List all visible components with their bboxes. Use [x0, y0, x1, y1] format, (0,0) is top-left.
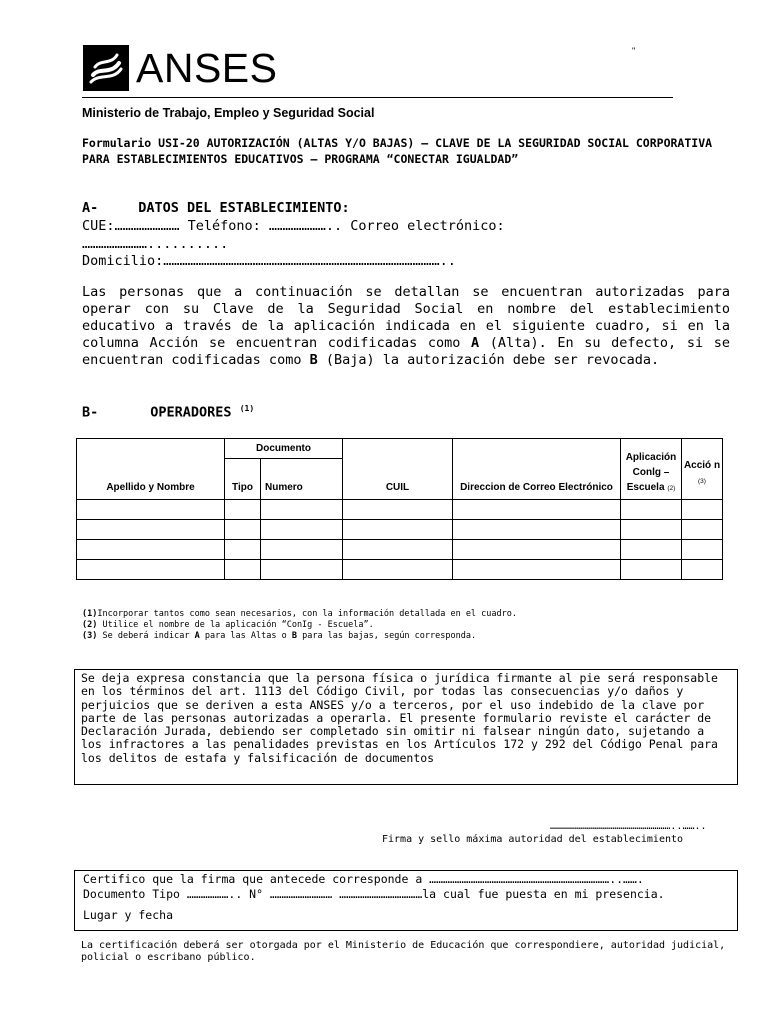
table-cell[interactable] [343, 520, 453, 540]
table-cell[interactable] [77, 560, 225, 580]
col-header-accion-label: Acció n [683, 459, 721, 471]
table-cell[interactable] [453, 540, 621, 560]
table-cell[interactable] [682, 540, 723, 560]
certification-line-2[interactable]: Documento Tipo ……………….. N° ……………………… ………………………………la cual fue puesta en mi presencia. [83, 887, 665, 901]
section-a-heading [82, 200, 350, 216]
section-b-heading [82, 404, 254, 421]
establishment-address-line: Domicilio:………………………………………………………………………………………….. [82, 253, 456, 269]
intro-text-2: (Alta). En su defecto, si se encuentran codificadas como [82, 335, 730, 368]
col-header-numero: Numero [261, 459, 343, 500]
table-cell[interactable] [453, 520, 621, 540]
table-cell[interactable] [343, 560, 453, 580]
col-header-email: Direccion de Correo Electrónico [453, 439, 621, 500]
table-row [77, 540, 723, 560]
footnote-2 [82, 620, 517, 631]
table-cell[interactable] [621, 560, 682, 580]
table-cell[interactable] [621, 500, 682, 520]
section-b-title: OPERADORES [150, 404, 232, 421]
table-row [77, 500, 723, 520]
logo-text: ANSES [136, 45, 278, 91]
col-header-apellido: Apellido y Nombre [77, 439, 225, 500]
certification-note: La certificación deberá ser otorgada por el Ministerio de Educación que correspondiere, autoridad judicial, policial o escribano público. [81, 940, 726, 963]
section-b-ref: (1) [239, 404, 255, 413]
establishment-fields-line-2: …………………….......... [82, 236, 229, 252]
header-mark: " [632, 46, 636, 56]
footnote-3-code-b: B [291, 631, 297, 641]
footnote-1 [82, 609, 517, 620]
table-cell[interactable] [261, 560, 343, 580]
declaration-box: Se deja expresa constancia que la persona física o jurídica firmante al pie será responsable en los términos del art. 1113 del Código Civil, por todas las consecuencias y/o daños y perjuicios que se deriven a esta ANSES y/o a terceros, por el uso indebido de la clave por parte de las personas autorizadas a operarla. El presente formulario reviste el carácter de Declaración Jurada, debiendo ser completado sin omitir ni falsear ningún dato, sujetando a los infractores a las penalidades previstas en los Artículos 172 y 292 del Código Penal para los delitos de estafa y falsificación de documentos [74, 669, 738, 785]
table-cell[interactable] [225, 540, 261, 560]
col-header-documento: Documento [225, 439, 343, 459]
intro-text-1: Las personas que a continuación se detallan se encuentran autorizadas para operar con su Clave de la Seguridad Social en nombre del establecimiento educativo a través de la aplicación indicada en el siguiente cuadro, si en la columna Acción se encuentran codificadas como [82, 284, 730, 351]
operators-table [76, 438, 723, 580]
table-cell[interactable] [621, 540, 682, 560]
establishment-fields-line-1: CUE:…………………… Teléfono: ………………….. Correo electrónico: [82, 218, 505, 234]
table-cell[interactable] [225, 560, 261, 580]
table-row [77, 560, 723, 580]
table-cell[interactable] [343, 540, 453, 560]
signature-caption: Firma y sello máxima autoridad del establecimiento [382, 834, 684, 845]
table-cell[interactable] [261, 500, 343, 520]
table-cell[interactable] [621, 520, 682, 540]
footnote-3 [82, 631, 517, 642]
table-row [77, 520, 723, 540]
footnote-3-code-a: A [194, 631, 200, 641]
table-cell[interactable] [453, 500, 621, 520]
footnote-2-ref: (2) [82, 620, 98, 630]
table-cell[interactable] [682, 520, 723, 540]
certification-line-1[interactable]: Certifico que la firma que antecede corresponde a ……………………………………………………………………..……. [83, 872, 644, 886]
table-cell[interactable] [77, 500, 225, 520]
footnote-3-text-3: para las bajas, según corresponda. [296, 631, 477, 641]
intro-code-b: B [309, 352, 318, 368]
table-cell[interactable] [225, 520, 261, 540]
col-header-accion [682, 439, 723, 500]
signature-line[interactable]: ……………………………………………………..…….. [550, 821, 707, 832]
footnotes [82, 609, 517, 642]
table-cell[interactable] [343, 500, 453, 520]
col-header-aplicacion-label: Aplicación Conlg – Escuela [625, 452, 677, 493]
table-cell[interactable] [453, 560, 621, 580]
table-cell[interactable] [682, 560, 723, 580]
col-header-tipo: Tipo [225, 459, 261, 500]
footnote-1-text: Incorporar tantos como sean necesarios, con la información detallada en el cuadro. [97, 609, 517, 619]
intro-text-3: (Baja) la autorización debe ser revocada. [317, 352, 660, 368]
table-cell[interactable] [77, 520, 225, 540]
footnote-2-text: Utilice el nombre de la aplicación “ConIg - Escuela”. [97, 620, 374, 630]
anses-logo-icon [83, 45, 129, 91]
certification-box [74, 870, 738, 931]
certification-line-3[interactable]: Lugar y fecha [83, 908, 174, 922]
section-b-letter: B- [82, 404, 99, 421]
footnote-3-text-2: para las Altas o [199, 631, 292, 641]
table-cell[interactable] [261, 520, 343, 540]
table-cell[interactable] [261, 540, 343, 560]
form-title: Formulario USI-20 AUTORIZACIÓN (ALTAS Y/O BAJAS) – CLAVE DE LA SEGURIDAD SOCIAL CORPORATIVA PARA ESTABLECIMIENTOS EDUCATIVOS – PROGRAMA “CONECTAR IGUALDAD” [82, 136, 713, 166]
ministry-name: Ministerio de Trabajo, Empleo y Seguridad Social [82, 106, 375, 120]
table-cell[interactable] [682, 500, 723, 520]
col-header-aplicacion [621, 439, 682, 500]
table-cell[interactable] [77, 540, 225, 560]
col-header-cuil: CUIL [343, 439, 453, 500]
header-divider [82, 97, 673, 98]
section-a-letter: A- [82, 200, 99, 216]
intro-paragraph [82, 284, 730, 369]
footnote-3-ref: (3) [82, 631, 98, 641]
footnote-3-text-1: Se deberá indicar [97, 631, 195, 641]
footnote-1-ref: (1) [82, 609, 98, 619]
table-cell[interactable] [225, 500, 261, 520]
col-header-aplicacion-ref: (2) [667, 485, 676, 492]
intro-code-a: A [471, 335, 480, 351]
col-header-accion-ref: (3) [698, 477, 706, 485]
section-a-title: DATOS DEL ESTABLECIMIENTO: [138, 200, 350, 216]
